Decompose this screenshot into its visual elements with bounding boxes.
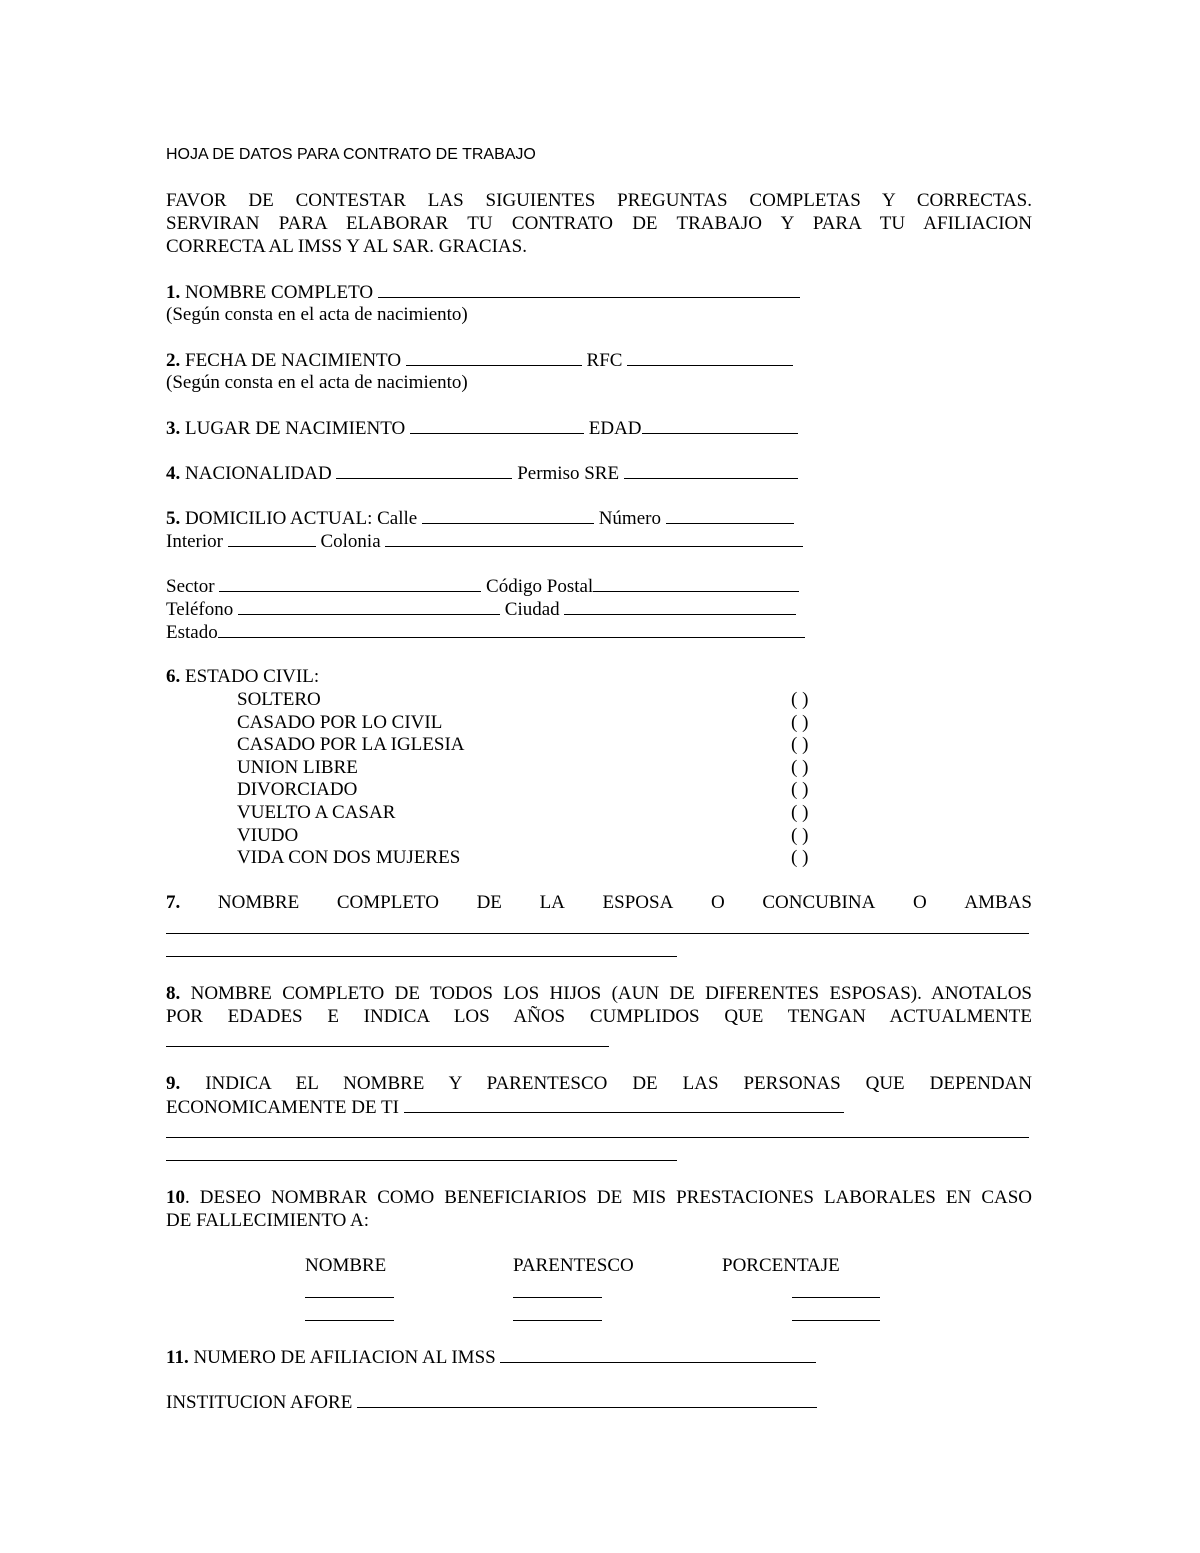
colonia-label: Colonia <box>320 531 381 552</box>
intro-line-2: SERVIRAN PARA ELABORAR TU CONTRATO DE TRABAJO Y PARA TU AFILIACION <box>166 213 1032 234</box>
q8-line-2: POR EDADES E INDICA LOS AÑOS CUMPLIDOS QUE TENGAN ACTUALMENTE <box>166 1006 1032 1027</box>
q7-word: O <box>710 892 725 913</box>
sre-label: Permiso SRE <box>517 463 620 484</box>
beneficiary-percent-field[interactable] <box>792 1297 880 1298</box>
interior-label: Interior <box>166 531 223 552</box>
intro-line-1: FAVOR DE CONTESTAR LAS SIGUIENTES PREGUNTAS COMPLETAS Y CORRECTAS. <box>166 190 1032 211</box>
dependents-field-line-2[interactable] <box>166 1137 1029 1138</box>
beneficiary-name-header: NOMBRE <box>305 1255 387 1276</box>
q1-note: (Según consta en el acta de nacimiento) <box>166 304 468 325</box>
postal-code-label: Código Postal <box>486 576 594 597</box>
beneficiary-relation-field[interactable] <box>513 1297 602 1298</box>
q7-word: COMPLETO <box>336 892 439 913</box>
q11-number: 11. <box>166 1347 189 1368</box>
rfc-label: RFC <box>586 350 623 371</box>
q5-row-5 <box>166 620 805 644</box>
q8-text-1: NOMBRE COMPLETO DE TODOS LOS HIJOS (AUN DE DIFERENTES ESPOSAS). ANOTALOS <box>190 983 1032 1004</box>
option-label: VIUDO <box>237 825 299 846</box>
afore-row <box>166 1390 817 1414</box>
option-checkbox[interactable]: ( ) <box>791 825 809 846</box>
afore-field[interactable] <box>357 1390 817 1408</box>
q11-row <box>166 1345 816 1369</box>
q10-line-2: DE FALLECIMIENTO A: <box>166 1210 370 1231</box>
q7-word: DE <box>476 892 502 913</box>
street-number-field[interactable] <box>666 506 794 524</box>
sector-field[interactable] <box>219 574 481 592</box>
rfc-field[interactable] <box>627 348 793 366</box>
intro-line-3: CORRECTA AL IMSS Y AL SAR. GRACIAS. <box>166 236 527 257</box>
q6-label: ESTADO CIVIL: <box>185 666 320 687</box>
dependents-field-line-3[interactable] <box>166 1160 677 1161</box>
option-checkbox[interactable]: ( ) <box>791 689 809 710</box>
q7-word: AMBAS <box>964 892 1032 913</box>
q8-line-1 <box>166 982 1032 1005</box>
option-checkbox[interactable]: ( ) <box>791 757 809 778</box>
imss-number-field[interactable] <box>500 1345 816 1363</box>
spouse-field-line-1[interactable] <box>166 933 1029 934</box>
q1-row <box>166 280 800 304</box>
option-label: DIVORCIADO <box>237 779 358 800</box>
q9-text-1: INDICA EL NOMBRE Y PARENTESCO DE LAS PERSONAS QUE DEPENDAN <box>205 1073 1032 1094</box>
sector-label: Sector <box>166 576 215 597</box>
q7-word: LA <box>539 892 565 913</box>
q7-row <box>166 891 1032 914</box>
q7-word: ESPOSA <box>602 892 674 913</box>
q10-line-1 <box>166 1186 1032 1209</box>
option-label: UNION LIBRE <box>237 757 358 778</box>
q9-line-2 <box>166 1095 844 1119</box>
q10-number: 10 <box>166 1187 185 1208</box>
spouse-field-line-2[interactable] <box>166 956 677 957</box>
children-field-line[interactable] <box>166 1046 609 1047</box>
city-label: Ciudad <box>504 599 560 620</box>
beneficiary-relation-field[interactable] <box>513 1320 602 1321</box>
option-checkbox[interactable]: ( ) <box>791 802 809 823</box>
option-label: SOLTERO <box>237 689 321 710</box>
age-label: EDAD <box>588 418 642 439</box>
form-title: HOJA DE DATOS PARA CONTRATO DE TRABAJO <box>166 146 536 163</box>
number-label: Número <box>598 508 661 529</box>
q2-row <box>166 348 793 372</box>
q3-number: 3. <box>166 418 181 439</box>
q11-label: NUMERO DE AFILIACION AL IMSS <box>193 1347 496 1368</box>
q1-label: NOMBRE COMPLETO <box>185 282 374 303</box>
postal-code-field[interactable] <box>593 574 799 592</box>
q6-number: 6. <box>166 666 181 687</box>
q9-number: 9. <box>166 1073 181 1094</box>
dependents-field[interactable] <box>404 1095 844 1113</box>
option-checkbox[interactable]: ( ) <box>791 847 809 868</box>
state-label: Estado <box>166 622 218 643</box>
phone-label: Teléfono <box>166 599 234 620</box>
beneficiary-name-field[interactable] <box>305 1320 394 1321</box>
full-name-field[interactable] <box>378 280 800 298</box>
phone-field[interactable] <box>238 597 500 615</box>
beneficiary-name-field[interactable] <box>305 1297 394 1298</box>
q8-number: 8. <box>166 983 181 1004</box>
birth-place-field[interactable] <box>410 416 584 434</box>
q4-row <box>166 461 798 485</box>
age-field[interactable] <box>642 416 798 434</box>
q4-label: NACIONALIDAD <box>185 463 332 484</box>
q7-word: O <box>912 892 927 913</box>
birth-date-field[interactable] <box>406 348 582 366</box>
q5-row <box>166 506 794 530</box>
option-label: VIDA CON DOS MUJERES <box>237 847 461 868</box>
colonia-field[interactable] <box>385 529 803 547</box>
option-label: CASADO POR LA IGLESIA <box>237 734 465 755</box>
option-label: CASADO POR LO CIVIL <box>237 712 443 733</box>
q10-text-1: . DESEO NOMBRAR COMO BENEFICIARIOS DE MIS PRESTACIONES LABORALES EN CASO <box>185 1187 1032 1208</box>
q7-word: CONCUBINA <box>762 892 876 913</box>
q9-line-1 <box>166 1072 1032 1095</box>
q5-label: DOMICILIO ACTUAL: Calle <box>185 508 418 529</box>
beneficiary-percent-field[interactable] <box>792 1320 880 1321</box>
q6-row <box>166 665 319 688</box>
q2-label: FECHA DE NACIMIENTO <box>185 350 402 371</box>
nationality-field[interactable] <box>336 461 512 479</box>
q2-note: (Según consta en el acta de nacimiento) <box>166 372 468 393</box>
q5-row-2 <box>166 529 803 553</box>
q5-row-4 <box>166 597 796 621</box>
q3-row <box>166 416 798 440</box>
q1-number: 1. <box>166 282 181 303</box>
option-checkbox[interactable]: ( ) <box>791 734 809 755</box>
beneficiary-relation-header: PARENTESCO <box>513 1255 634 1276</box>
option-checkbox[interactable]: ( ) <box>791 712 809 733</box>
option-label: VUELTO A CASAR <box>237 802 396 823</box>
sre-permit-field[interactable] <box>624 461 798 479</box>
option-checkbox[interactable]: ( ) <box>791 779 809 800</box>
q7-number: 7. <box>166 892 181 913</box>
q7-word: NOMBRE <box>217 892 300 913</box>
state-field[interactable] <box>218 620 805 638</box>
q3-label: LUGAR DE NACIMIENTO <box>185 418 406 439</box>
q5-row-3 <box>166 574 799 598</box>
street-field[interactable] <box>422 506 594 524</box>
beneficiary-percent-header: PORCENTAJE <box>722 1255 840 1276</box>
interior-field[interactable] <box>228 529 316 547</box>
q2-number: 2. <box>166 350 181 371</box>
q9-text-2: ECONOMICAMENTE DE TI <box>166 1097 399 1118</box>
city-field[interactable] <box>564 597 796 615</box>
q4-number: 4. <box>166 463 181 484</box>
afore-label: INSTITUCION AFORE <box>166 1392 353 1413</box>
q5-number: 5. <box>166 508 181 529</box>
